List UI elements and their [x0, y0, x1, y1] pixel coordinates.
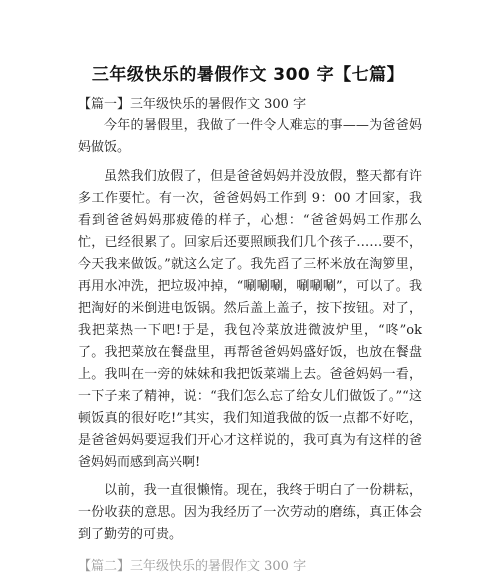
next-section-heading: 【篇二】三年级快乐的暑假作文 300 字 — [78, 559, 307, 574]
section-heading: 【篇一】三年级快乐的暑假作文 300 字 — [78, 97, 307, 112]
paragraph: 今年的暑假里，我做了一件令人难忘的事——为爸爸妈妈做饭。 — [78, 118, 422, 155]
paragraph: 以前，我一直很懒惰。现在，我终于明白了一份耕耘，一份收获的意思。因为我经历了一次劳动的磨练，真正体会到了勤劳的可贵。 — [78, 483, 422, 542]
paragraph: 虽然我们放假了，但是爸爸妈妈并没放假，整天都有许多工作要忙。有一次，爸爸妈妈工作到 9：00 才回家，我看到爸爸妈妈那疲倦的样子，心想：“爸爸妈妈工作那么忙，已经很累了。回家后还要照顾我们几个孩子……要不，今天我来做饭。”就这么定了。我先舀了三杯米放在淘箩里，再用水冲洗，把垃圾冲掉，“唰唰唰，唰唰唰”，可以了。我把淘好的米倒进电饭锅。然后盖上盖子，按下按钮。对了，我把菜热一下吧!于是，我包冷菜放进微波炉里，“咚”ok 了。我把菜放在餐盘里，再帮爸爸妈妈盛好饭，也放在餐盘上。我叫在一旁的妹妹和我把饭菜端上去。爸爸妈妈一看，一下子来了精神，说：“我们怎么忘了给女儿们做饭了。”“这顿饭真的很好吃!”其实，我们知道我做的饭一点都不好吃，是爸爸妈妈要逗我们开心才这样说的，我可真为有这样的爸爸妈妈而感到高兴啊! — [78, 169, 422, 470]
article-body — [78, 115, 422, 546]
document-title: 三年级快乐的暑假作文 300 字【七篇】 — [91, 65, 405, 85]
